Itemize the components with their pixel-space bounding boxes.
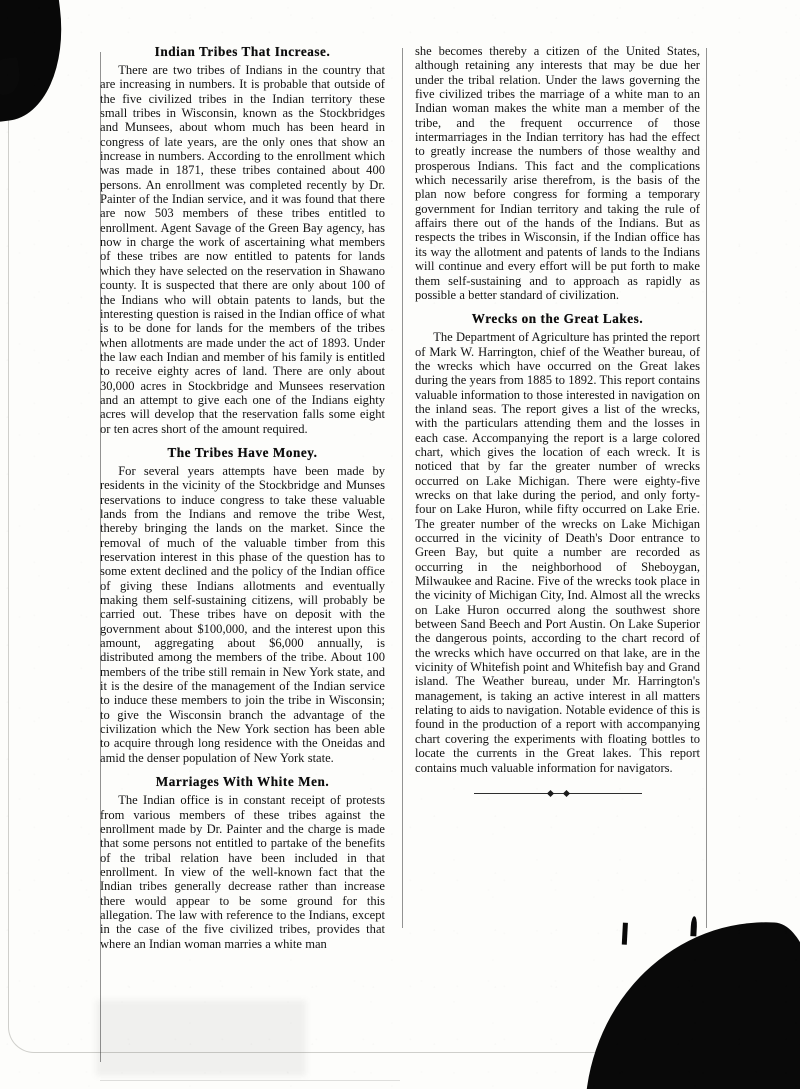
paragraph-wrecks-on-the-great-lakes: The Department of Agriculture has printed the report of Mark W. Harrington, chief of the Weather bureau, of the wrecks which have occurred on the Great lakes during the years from 1885 to 1892. This report contains valuable information to those interested in navigation on the inland seas. The report gives a list of the wrecks, with the particulars attending them and the losses in each case. Accompanying the report is a large colored chart, which gives the location of each wreck. It is noticed that by far the greater number of wrecks occurred on Lake Michigan. There were eighty-five wrecks on that lake during the period, and only forty-four on Lake Huron, while fifty occurred on Lake Erie. The greater number of the wrecks on Lake Michigan occurred in the vicinity of Death's Door entrance to Green Bay, but quite a number are recorded as occurring in the neighborhood of Sheboygan, Milwaukee and Racine. Five of the wrecks took place in the vicinity of Michigan City, Ind. Almost all the wrecks on Lake Huron occurred along the southwest shore between Sand Beech and Port Austin. On Lake Superior the dangerous points, according to the chart record of the wrecks which have occurred on that lake, are in the vicinity of Whitefish point and Whitefish bay and Grand island. The Weather bureau, under Mr. Harrington's management, is taking an active interest in all matters relating to aids to navigation. Notable evidence of this is found in the production of a report with accompanying chart covering the experiments with floating bottles to locate the currents in the Great lakes. This report contains much valuable information for navigators. [415, 330, 701, 775]
column-rule-right [706, 48, 707, 928]
torn-corner-top-left [0, 0, 73, 126]
dinkus-dot-a [546, 790, 553, 797]
headline-the-tribes-have-money: The Tribes Have Money. [167, 444, 318, 460]
dinkus-dot-b [562, 790, 569, 797]
column-right [399, 44, 700, 1089]
article-end-rule [474, 789, 642, 799]
headline-marriages-with-white-men: Marriages With White Men. [155, 774, 330, 790]
clipping-text-area [100, 44, 700, 1089]
dinkus-bar [474, 793, 642, 794]
column-rule-left [100, 52, 101, 1062]
scan-band [100, 1080, 400, 1081]
headline-wrecks-on-the-great-lakes: Wrecks on the Great Lakes. [471, 311, 644, 327]
tear-spur-b [690, 916, 697, 936]
column-rule-middle [402, 48, 403, 928]
paragraph-indian-tribes-that-increase: There are two tribes of Indians in the country that are increasing in numbers. It is probable that outside of the five civilized tribes in the Indian territory these small tribes in Wisconsin, known as the Stockbridges and Munsees, about whom much has been heard in congress of late years, are the only ones that show an increase in numbers. According to the enrollment which was made in 1871, these tribes contained about 400 persons. An enrollment was completed recently by Dr. Painter of the Indian service, and it was found that there are now 503 members of these tribes entitled to enrollment. Agent Savage of the Green Bay agency, has now in charge the work of ascertaining what members of these tribes are now entitled to patents for lands which they have selected on the reservation in Shawano county. It is suspected that there are only about 100 of the Indians who will obtain patents to lands, but the interesting question is raised in the Indian office of what is to be done for lands for the members of the tribes when allotments are made under the act of 1893. Under the law each Indian and member of his family is entitled to receive eighty acres of land. There are only about 30,000 acres in Stockbridge and Munsees reservation and an attempt to give each one of the Indians eighty acres will develop that the reservation falls some eight or ten acres short of the amount required. [100, 63, 385, 436]
paragraph-marriages-continuation: she becomes thereby a citizen of the United States, although retaining any interests that may be due her under the tribal relation. Under the laws governing the five civilized tribes the marriage of a white man to an Indian woman makes the white man a member of the tribe, and the frequent occurrence of those intermarriages in the Indian territory has had the effect to greatly increase the numbers of those wealthy and prosperous Indians. This fact and the complications which necessarily arise therefrom, is the basis of the plan now before congress for forming a temporary government for Indian territory and taking the rule of affairs there out of the hands of the Indians. But as respects the tribes in Wisconsin, if the Indian office has its way the allotment and patents of lands to the Indians will continue and every effort will be put forth to make them self-sustaining and to approach as rapidly as possible a better standard of civilization. [415, 44, 700, 302]
column-left [100, 44, 399, 1089]
headline-indian-tribes-that-increase: Indian Tribes That Increase. [154, 44, 331, 59]
paragraph-the-tribes-have-money: For several years attempts have been made by residents in the vicinity of the Stockbridge and Munses reservations to induce congress to take these valuable lands from the Indians and remove the tribe West, thereby bringing the lands on the market. Since the removal of much of the valuable timber from this reservation interest in this phase of the question has to some extent declined and the policy of the Indian office of giving these Indians allotments and eventually making them self-sustaining citizens, will probably be carried out. These tribes have on deposit with the government about $100,000, and the interest upon this amount, aggregating about $6,000 annually, is distributed among the members of the tribe. About 100 members of the tribe still remain in New York state, and it is the desire of the management of the Indian service to induce these members to join the tribe in Wisconsin; to give the Wisconsin branch the advantage of the civilization which the New York section has been able to acquire through long residence with the Oneidas and amid the denser population of New York state. [100, 463, 385, 765]
paragraph-marriages-with-white-men: The Indian office is in constant receipt of protests from various members of these tribes against the enrollment made by Dr. Painter and the charge is made that some persons not entitled to partake of the benefits of the tribal relation have been included in that enrollment. In view of the well-known fact that the Indian tribes generally decrease rather than increase there would appear to be some ground for this allegation. The law with reference to the Indians, except in the case of the five civilized tribes, provides that where an Indian woman marries a white man [100, 793, 385, 951]
